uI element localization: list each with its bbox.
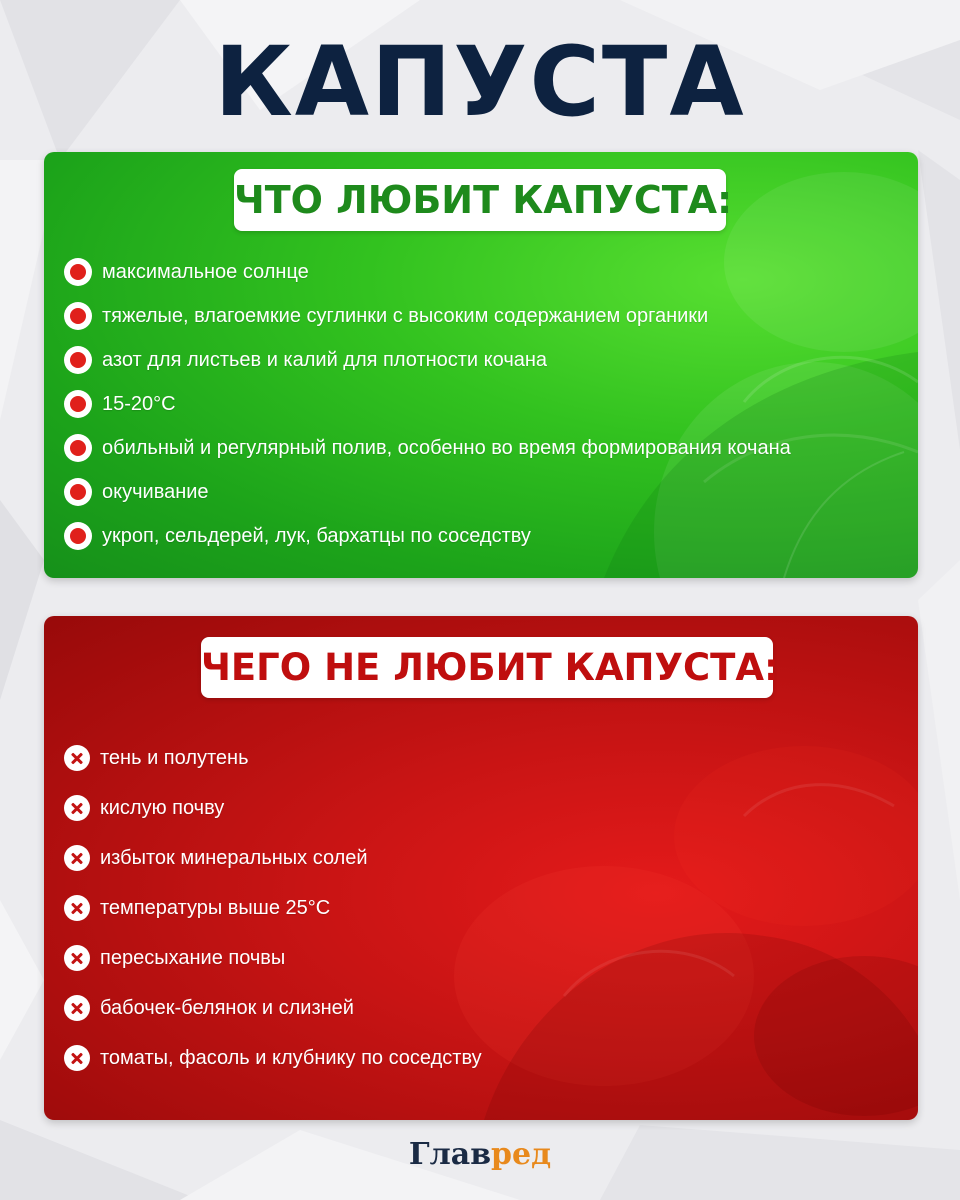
list-item-text: пересыхание почвы — [100, 946, 286, 969]
list-item — [64, 933, 482, 983]
cross-icon — [64, 845, 90, 871]
list-item-text: окучивание — [102, 480, 209, 503]
cross-icon — [64, 745, 90, 771]
list-item — [64, 1033, 482, 1083]
list-item-text: избыток минеральных солей — [100, 846, 368, 869]
page-title: КАПУСТА — [214, 26, 746, 138]
list-item — [64, 426, 791, 470]
list-item — [64, 833, 482, 883]
bullet-dot-icon — [64, 258, 92, 286]
list-item-text: температуры выше 25°С — [100, 896, 331, 919]
dislikes-list — [64, 733, 482, 1083]
list-item — [64, 338, 791, 382]
list-item-text: томаты, фасоль и клубнику по соседству — [100, 1046, 482, 1069]
bullet-dot-icon — [64, 302, 92, 330]
list-item — [64, 783, 482, 833]
list-item — [64, 382, 791, 426]
bullet-dot-icon — [64, 434, 92, 462]
list-item-text: тяжелые, влагоемкие суглинки с высоким содержанием органики — [102, 304, 709, 327]
list-item — [64, 470, 791, 514]
cross-icon — [64, 995, 90, 1021]
list-item — [64, 294, 791, 338]
list-item — [64, 983, 482, 1033]
list-item — [64, 250, 791, 294]
bullet-dot-icon — [64, 478, 92, 506]
cross-icon — [64, 895, 90, 921]
list-item-text: обильный и регулярный полив, особенно во время формирования кочана — [102, 436, 791, 459]
logo-part-1: Глав — [408, 1137, 492, 1172]
bullet-dot-icon — [64, 522, 92, 550]
list-item-text: максимальное солнце — [102, 260, 309, 283]
list-item-text: бабочек-белянок и слизней — [100, 996, 354, 1019]
list-item-text: 15-20°С — [102, 392, 176, 415]
bullet-dot-icon — [64, 346, 92, 374]
list-item-text: азот для листьев и калий для плотности кочана — [102, 348, 548, 371]
bullet-dot-icon — [64, 390, 92, 418]
cross-icon — [64, 1045, 90, 1071]
list-item — [64, 883, 482, 933]
list-item — [64, 733, 482, 783]
list-item — [64, 514, 791, 558]
likes-panel — [44, 152, 918, 578]
cross-icon — [64, 945, 90, 971]
dislikes-heading: ЧЕГО НЕ ЛЮБИТ КАПУСТА: — [201, 637, 773, 698]
likes-list — [64, 250, 791, 558]
list-item-text: кислую почву — [100, 796, 225, 819]
list-item-text: тень и полутень — [100, 746, 249, 769]
logo-part-2: ред — [491, 1137, 552, 1172]
list-item-text: укроп, сельдерей, лук, бархатцы по соседству — [102, 524, 531, 547]
likes-heading: ЧТО ЛЮБИТ КАПУСТА: — [234, 169, 726, 231]
cross-icon — [64, 795, 90, 821]
brand-logo — [0, 1137, 960, 1172]
dislikes-panel — [44, 616, 918, 1120]
